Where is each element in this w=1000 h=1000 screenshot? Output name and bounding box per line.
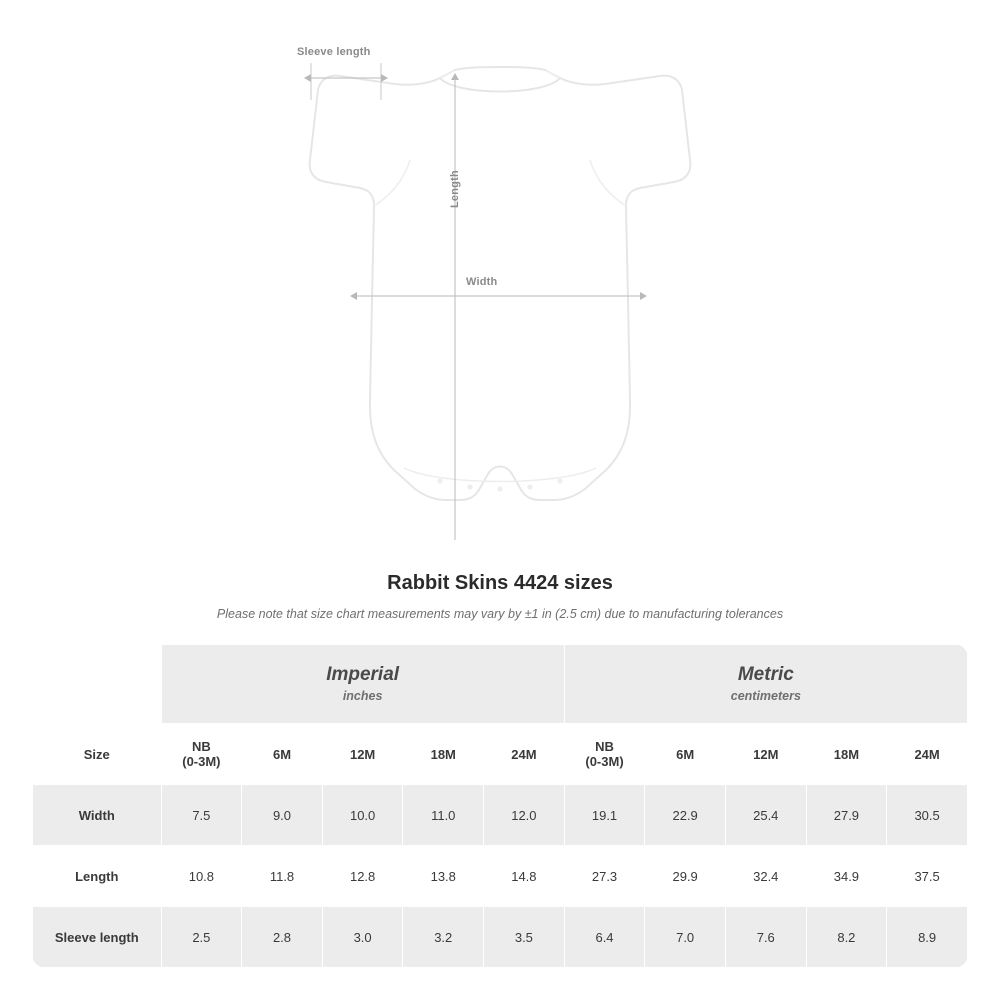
size-column-18m-metric: 18M (806, 724, 887, 785)
size-column-12m-imperial: 12M (322, 724, 403, 785)
size-header-row (33, 724, 968, 785)
row-label-sleeve-length: Sleeve length (33, 907, 162, 968)
size-column-nb-metric (564, 724, 645, 785)
cell-sleeve-6m-cm: 7.0 (645, 907, 726, 968)
size-column-6m-metric: 6M (645, 724, 726, 785)
cell-width-12m-cm: 25.4 (725, 785, 806, 846)
cell-width-6m-cm: 22.9 (645, 785, 726, 846)
length-dimension-label: Length (449, 170, 461, 208)
page-subtitle: Please note that size chart measurements may vary by ±1 in (2.5 cm) due to manufacturing tolerances (216, 607, 784, 621)
table-row (33, 907, 968, 968)
width-dimension-label: Width (466, 276, 498, 288)
size-table-wrapper (32, 644, 968, 968)
metric-header (564, 645, 967, 724)
cell-width-6m-in: 9.0 (242, 785, 323, 846)
cell-length-24m-in: 14.8 (484, 846, 565, 907)
size-column-18m-imperial: 18M (403, 724, 484, 785)
size-chart-table (32, 644, 968, 968)
cell-sleeve-6m-in: 2.8 (242, 907, 323, 968)
cell-width-24m-cm: 30.5 (887, 785, 968, 846)
cell-width-18m-in: 11.0 (403, 785, 484, 846)
size-column-24m-imperial: 24M (484, 724, 565, 785)
corner-cell (33, 645, 162, 724)
cell-width-18m-cm: 27.9 (806, 785, 887, 846)
cell-length-nb-in: 10.8 (161, 846, 242, 907)
cell-width-24m-in: 12.0 (484, 785, 565, 846)
imperial-unit: inches (342, 689, 383, 703)
size-column-24m-metric: 24M (887, 724, 968, 785)
unit-system-header-row (33, 645, 968, 724)
cell-sleeve-18m-in: 3.2 (403, 907, 484, 968)
size-column-6m-imperial: 6M (242, 724, 323, 785)
cell-length-12m-cm: 32.4 (725, 846, 806, 907)
cell-length-nb-cm: 27.3 (564, 846, 645, 907)
cell-length-24m-cm: 37.5 (887, 846, 968, 907)
size-col-line1: NB (595, 739, 614, 754)
cell-length-6m-in: 11.8 (242, 846, 323, 907)
cell-sleeve-18m-cm: 8.2 (806, 907, 887, 968)
cell-sleeve-24m-in: 3.5 (484, 907, 565, 968)
sleeve-length-dimension-label: Sleeve length (297, 46, 371, 58)
cell-sleeve-nb-in: 2.5 (161, 907, 242, 968)
table-row (33, 785, 968, 846)
cell-sleeve-24m-cm: 8.9 (887, 907, 968, 968)
size-column-12m-metric: 12M (725, 724, 806, 785)
page-title: Rabbit Skins 4424 sizes (387, 572, 613, 594)
cell-sleeve-12m-cm: 7.6 (725, 907, 806, 968)
imperial-name: Imperial (326, 664, 400, 685)
cell-length-6m-cm: 29.9 (645, 846, 726, 907)
cell-sleeve-12m-in: 3.0 (322, 907, 403, 968)
imperial-header (161, 645, 564, 724)
row-label-length: Length (33, 846, 162, 907)
cell-width-12m-in: 10.0 (322, 785, 403, 846)
table-row (33, 846, 968, 907)
size-label-cell: Size (33, 724, 162, 785)
size-col-line2: (0-3M) (182, 754, 221, 769)
size-col-line1: NB (191, 739, 211, 754)
cell-length-12m-in: 12.8 (322, 846, 403, 907)
cell-width-nb-cm: 19.1 (564, 785, 645, 846)
metric-name: Metric (737, 664, 794, 685)
metric-unit: centimeters (730, 689, 801, 703)
size-col-line2: (0-3M) (585, 754, 624, 769)
cell-sleeve-nb-cm: 6.4 (564, 907, 645, 968)
size-column-nb-imperial (161, 724, 242, 785)
cell-length-18m-cm: 34.9 (806, 846, 887, 907)
cell-length-18m-in: 13.8 (403, 846, 484, 907)
row-label-width: Width (33, 785, 162, 846)
cell-width-nb-in: 7.5 (161, 785, 242, 846)
